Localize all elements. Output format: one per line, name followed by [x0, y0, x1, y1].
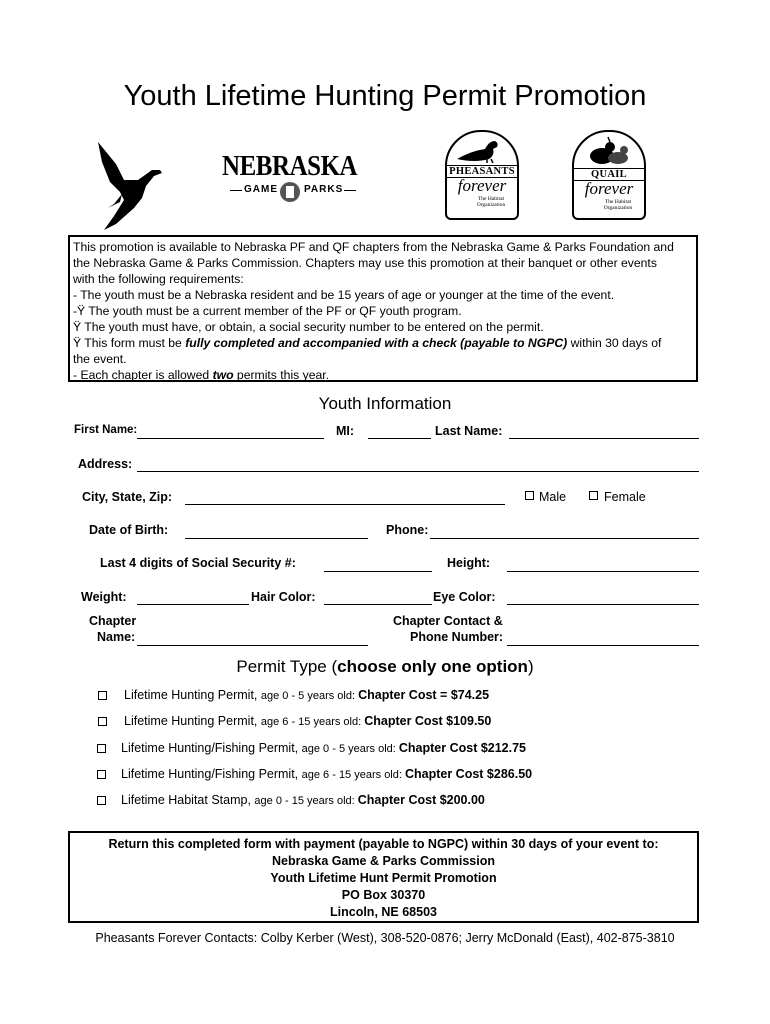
nebraska-game-parks-logo [222, 150, 358, 210]
pf-tag1: The Habitat [477, 196, 505, 202]
pheasants-forever-logo [445, 130, 519, 220]
permit-limit: two [212, 368, 234, 382]
city-state-zip-field[interactable] [185, 503, 505, 505]
dob-label: Date of Birth: [89, 523, 169, 537]
first-name-label: First Name: [74, 424, 138, 436]
ngp-game: GAME [244, 184, 278, 195]
chapter-contact-label-2: Phone Number: [410, 630, 504, 644]
youth-information-heading: Youth Information [318, 394, 452, 413]
permit-option-checkbox[interactable] [97, 770, 106, 779]
intro-line: - Each chapter is allowed two permits this year. [73, 368, 330, 382]
payment-requirement: fully completed and accompanied with a check (payable to NGPC) [185, 336, 568, 350]
eye-color-label: Eye Color: [433, 590, 496, 604]
intro-line: Ÿ The youth must have, or obtain, a social security number to be entered on the permit. [73, 320, 544, 334]
pf-tag2: Organization [476, 202, 506, 208]
intro-line: This promotion is available to Nebraska PF and QF chapters from the Nebraska Game & Parks Foundation and [73, 240, 674, 254]
phone-field[interactable] [430, 537, 699, 539]
height-field[interactable] [507, 570, 699, 572]
city-state-zip-label: City, State, Zip: [82, 490, 173, 504]
chapter-name-label-2: Name: [97, 630, 136, 644]
female-checkbox[interactable] [589, 491, 598, 500]
weight-label: Weight: [81, 590, 127, 604]
qf-tag2: Organization [603, 205, 633, 211]
last-name-label: Last Name: [435, 424, 503, 438]
intro-line: Ÿ This form must be fully completed and accompanied with a check (payable to NGPC) within 30 days of [73, 336, 662, 350]
female-label: Female [604, 490, 646, 504]
permit-option: Lifetime Hunting Permit, age 0 - 5 years old: Chapter Cost = $74.25 [124, 688, 490, 702]
male-checkbox[interactable] [525, 491, 534, 500]
quail-icon [584, 136, 634, 166]
flying-goose-logo [94, 140, 174, 232]
return-line: Return this completed form with payment (payable to NGPC) within 30 days of your event to: [108, 837, 659, 851]
qf-name: QUAIL [574, 168, 644, 181]
return-line: Lincoln, NE 68503 [330, 905, 437, 919]
pf-contacts-footer: Pheasants Forever Contacts: Colby Kerber (West), 308-520-0876; Jerry McDonald (East), 402-875-3810 [95, 931, 675, 945]
quail-forever-logo [572, 130, 646, 220]
first-name-field[interactable] [137, 437, 324, 439]
chapter-name-label-1: Chapter [89, 614, 137, 628]
weight-field[interactable] [137, 603, 249, 605]
hair-color-label: Hair Color: [251, 590, 316, 604]
address-field[interactable] [137, 470, 699, 472]
intro-line: the Nebraska Game & Parks Commission. Chapters may use this promotion at their banquet or other events [73, 256, 657, 270]
permit-option: Lifetime Hunting Permit, age 6 - 15 years old: Chapter Cost $109.50 [124, 714, 492, 728]
phone-label: Phone: [386, 523, 429, 537]
permit-option: Lifetime Hunting/Fishing Permit, age 6 - 15 years old: Chapter Cost $286.50 [121, 767, 533, 781]
permit-option-checkbox[interactable] [97, 796, 106, 805]
dob-field[interactable] [185, 537, 368, 539]
qf-script: forever [584, 179, 634, 198]
permit-type-heading: Permit Type (choose only one option) [236, 657, 534, 676]
ngp-wordmark: NEBRASKA [222, 150, 358, 182]
permit-option-checkbox[interactable] [98, 717, 107, 726]
male-label: Male [539, 490, 567, 504]
hair-color-field[interactable] [324, 603, 432, 605]
return-line: PO Box 30370 [341, 888, 426, 902]
return-line: Youth Lifetime Hunt Permit Promotion [270, 871, 497, 885]
ssn-field[interactable] [324, 570, 432, 572]
intro-line: -Ÿ The youth must be a current member of the PF or QF youth program. [73, 304, 462, 318]
intro-line: - The youth must be a Nebraska resident and be 15 years of age or younger at the time of the event. [73, 288, 615, 302]
chapter-contact-label-1: Chapter Contact & [393, 614, 503, 628]
page-title: Youth Lifetime Hunting Permit Promotion [123, 80, 647, 112]
permit-type-emphasis: choose only one option [337, 657, 528, 676]
return-instructions-box [68, 831, 699, 923]
permit-option: Lifetime Hunting/Fishing Permit, age 0 - 5 years old: Chapter Cost $212.75 [121, 741, 527, 755]
promotion-requirements-box [68, 235, 698, 382]
chapter-contact-field[interactable] [507, 644, 699, 646]
intro-line: with the following requirements: [73, 272, 244, 286]
permit-option: Lifetime Habitat Stamp, age 0 - 15 years old: Chapter Cost $200.00 [121, 793, 485, 807]
return-line: Nebraska Game & Parks Commission [271, 854, 496, 868]
permit-option-checkbox[interactable] [98, 691, 107, 700]
permit-option-checkbox[interactable] [97, 744, 106, 753]
pf-script: forever [457, 176, 507, 195]
ssn-label: Last 4 digits of Social Security #: [100, 556, 296, 570]
mi-field[interactable] [368, 437, 431, 439]
eye-color-field[interactable] [507, 603, 699, 605]
ngp-parks: PARKS [304, 184, 344, 195]
qf-tag1: The Habitat [604, 199, 632, 205]
intro-line: the event. [73, 352, 127, 366]
chapter-name-field[interactable] [137, 644, 368, 646]
pf-name: PHEASANTS [447, 165, 517, 178]
height-label: Height: [447, 556, 491, 570]
address-label: Address: [78, 457, 133, 471]
mi-label: MI: [336, 424, 355, 438]
last-name-field[interactable] [509, 437, 699, 439]
pheasant-icon [455, 137, 509, 163]
